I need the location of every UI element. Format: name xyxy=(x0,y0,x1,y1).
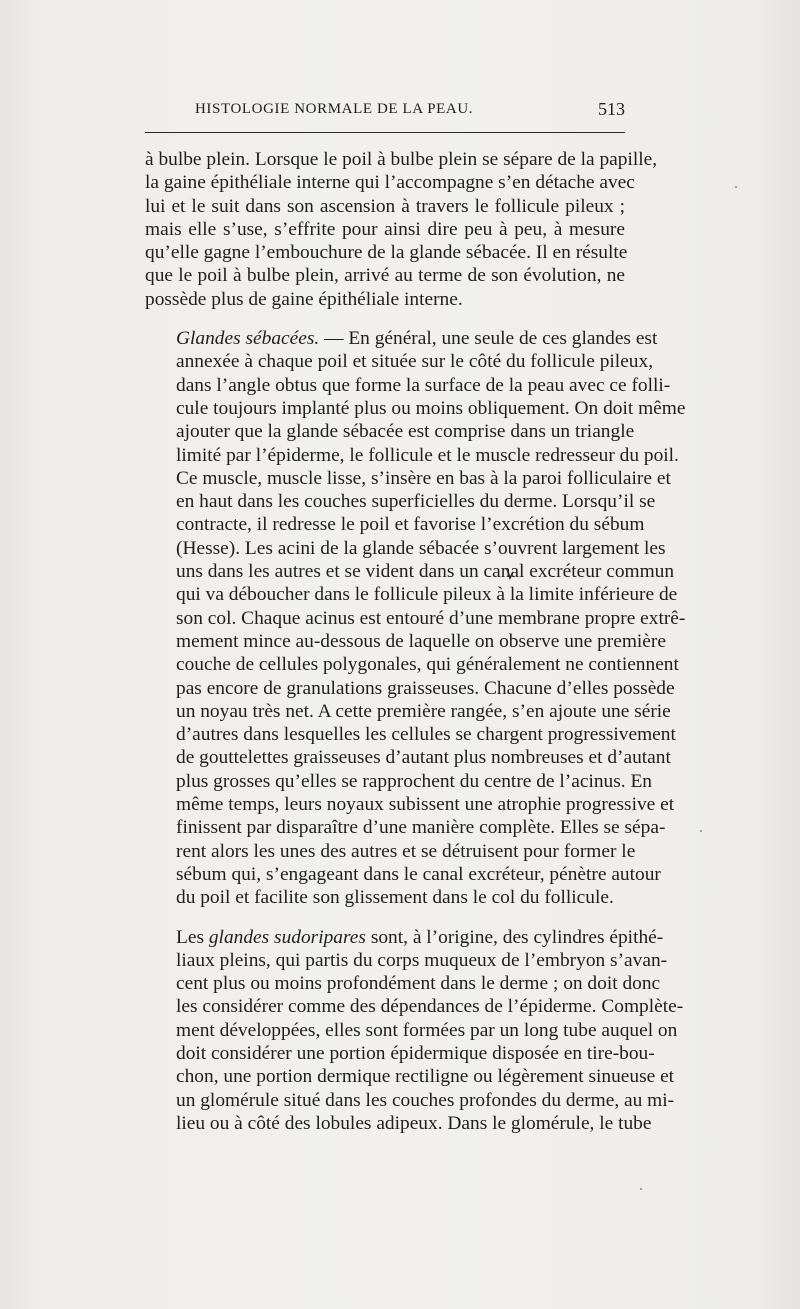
text-line: la gaine épithéliale interne qui l’accompagne s’en détache avec xyxy=(145,172,635,194)
text-line: sébum qui, s’engageant dans le canal excréteur, pénètre autour xyxy=(176,863,661,885)
text-line: ment développées, elles sont formées par un long tube auquel on xyxy=(176,1019,678,1041)
text-line: dans l’angle obtus que forme la surface de la peau avec ce folli- xyxy=(176,374,671,396)
paragraph-glandes-sudoripares xyxy=(145,926,684,1136)
text-line: limité par l’épiderme, le follicule et le muscle redresseur du poil. xyxy=(176,444,679,466)
body-text xyxy=(145,148,686,1135)
text-line: uns dans les autres et se vident dans un canal excréteur commun xyxy=(176,561,675,583)
text-line: annexée à chaque poil et située sur le côté du follicule pileux, xyxy=(176,351,654,373)
text-line: un glomérule situé dans les couches profondes du derme, au mi- xyxy=(176,1089,675,1111)
text-line: finissent par disparaître d’une manière complète. Elles se sépa- xyxy=(176,817,666,839)
text-line: cule toujours implanté plus ou moins obliquement. On doit même xyxy=(176,397,686,419)
paper-speck xyxy=(700,830,702,832)
text-line: contracte, il redresse le poil et favorise l’excrétion du sébum xyxy=(176,514,645,536)
text-line xyxy=(145,926,664,949)
paragraph-poil xyxy=(145,148,658,311)
text-line: cent plus ou moins profondément dans le derme ; on doit donc xyxy=(176,973,661,995)
page-number: 513 xyxy=(598,99,625,119)
text-line: du poil et facilite son glissement dans le col du follicule. xyxy=(176,887,614,909)
text-line: lui et le suit dans son ascension à travers le follicule pileux ; xyxy=(145,195,625,217)
paragraph-glandes-sebacees xyxy=(145,327,686,909)
text-line: Ce muscle, muscle lisse, s’insère en bas à la paroi folliculaire et xyxy=(176,467,671,489)
text-line: lieu ou à côté des lobules adipeux. Dans le glomérule, le tube xyxy=(176,1112,652,1134)
text-line: que le poil à bulbe plein, arrivé au terme de son évolution, ne xyxy=(145,265,625,287)
text-line: doit considérer une portion épidermique disposée en tire-bou- xyxy=(176,1042,655,1064)
line-text: sont, à l’origine, des cylindres épithé- xyxy=(365,926,664,948)
section-heading: Glandes sébacées. xyxy=(176,328,320,350)
text-line: ajouter que la glande sébacée est comprise dans un triangle xyxy=(176,421,635,443)
pen-mark-icon xyxy=(505,568,515,582)
text-line: (Hesse). Les acini de la glande sébacée s’ouvrent largement les xyxy=(176,537,666,559)
text-line: à bulbe plein. Lorsque le poil à bulbe plein se sépare de la papille, xyxy=(145,149,658,170)
text-line: liaux pleins, qui partis du corps muqueux de l’embryon s’avan- xyxy=(176,949,668,971)
text-line: son col. Chaque acinus est entouré d’une membrane propre extrê- xyxy=(176,607,686,629)
text-line: pas encore de granulations graisseuses. Chacune d’elles possède xyxy=(176,677,675,699)
page-header xyxy=(145,101,625,127)
text-line: couche de cellules polygonales, qui généralement ne contiennent xyxy=(176,654,679,676)
text-line: qui va déboucher dans le follicule pileux à la limite inférieure de xyxy=(176,584,678,606)
paper-speck xyxy=(640,1188,642,1190)
header-rule xyxy=(145,132,625,133)
text-line: mais elle s’use, s’effrite pour ainsi dire peu à peu, à mesure xyxy=(145,218,625,240)
text-line: qu’elle gagne l’embouchure de la glande sébacée. Il en résulte xyxy=(145,242,628,264)
text-line xyxy=(145,327,658,350)
text-line: d’autres dans lesquelles les cellules se chargent progressivement xyxy=(176,724,676,746)
text-line: possède plus de gaine épithéliale interne. xyxy=(145,288,463,310)
text-line: même temps, leurs noyaux subissent une atrophie progressive et xyxy=(176,794,675,816)
text-line: chon, une portion dermique rectiligne ou légèrement sinueuse et xyxy=(176,1066,675,1088)
running-title: HISTOLOGIE NORMALE DE LA PEAU. xyxy=(195,101,474,117)
text-line: les considérer comme des dépendances de l’épiderme. Complète- xyxy=(176,996,684,1018)
text-line: un noyau très net. A cette première rangée, s’en ajoute une série xyxy=(176,700,671,722)
paper-speck xyxy=(735,186,737,188)
paragraph-lead: Les xyxy=(176,926,209,948)
line-text: — En général, une seule de ces glandes est xyxy=(319,328,658,350)
text-line: plus grosses qu’elles se rapprochent du centre de l’acinus. En xyxy=(176,770,652,792)
text-line: mement mince au-dessous de laquelle on observe une première xyxy=(176,630,666,652)
text-line: de gouttelettes graisseuses d’autant plus nombreuses et d’autant xyxy=(176,747,671,769)
section-heading: glandes sudoripares xyxy=(208,926,366,948)
text-line: rent alors les unes des autres et se détruisent pour former le xyxy=(176,840,636,862)
text-line: en haut dans les couches superficielles du derme. Lorsqu’il se xyxy=(176,491,656,513)
